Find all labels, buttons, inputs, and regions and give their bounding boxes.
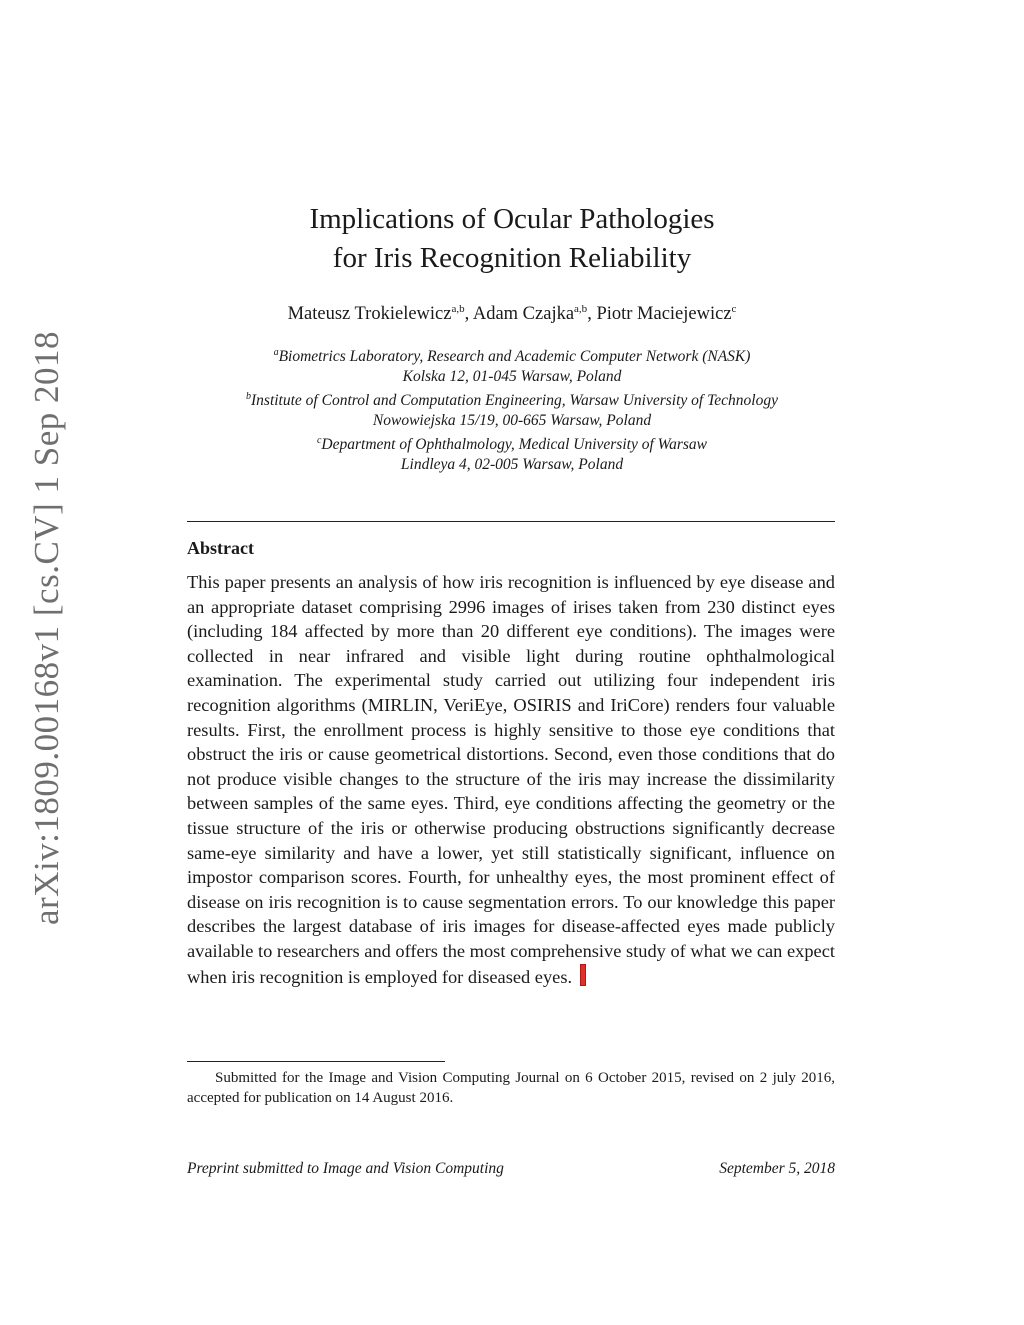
affiliation-c	[160, 431, 864, 455]
footnote-rule	[187, 1061, 445, 1062]
affiliation-a	[160, 343, 864, 367]
affiliation-name: Biometrics Laboratory, Research and Academic Computer Network (NASK)	[278, 348, 751, 365]
affiliation-mark: a	[273, 347, 279, 358]
affiliation-address: Kolska 12, 01-045 Warsaw, Poland	[402, 368, 622, 385]
affiliation-mark: b	[246, 391, 251, 402]
affiliation-name: Department of Ophthalmology, Medical University of Warsaw	[321, 436, 708, 453]
abstract-heading: Abstract	[187, 538, 254, 558]
footnote-text: Submitted for the Image and Vision Computing Journal on 6 October 2015, revised on 2 july 2016, accepted for publication on 14 August 2016.	[187, 1070, 835, 1106]
footer-date: September 5, 2018	[719, 1160, 835, 1177]
author-separator: ,	[587, 304, 597, 324]
author-name: Piotr Maciejewicz	[596, 304, 732, 324]
text-cursor	[580, 964, 586, 986]
title-line-2: for Iris Recognition Reliability	[332, 242, 692, 274]
author-separator: ,	[464, 304, 473, 324]
title-line-1: Implications of Ocular Pathologies	[309, 203, 715, 235]
affiliation-address: Nowowiejska 15/19, 00-665 Warsaw, Poland	[372, 412, 652, 429]
footnote	[187, 1068, 835, 1108]
author-affiliation-mark: a,b	[574, 303, 588, 315]
footer-preprint-note: Preprint submitted to Image and Vision Computing	[187, 1160, 504, 1177]
affiliation-name: Institute of Control and Computation Engineering, Warsaw University of Technology	[251, 392, 778, 409]
author-name: Adam Czajka	[472, 304, 575, 324]
abstract-body	[187, 570, 835, 989]
abstract-top-rule	[187, 521, 835, 522]
abstract-text: This paper presents an analysis of how iris recognition is influenced by eye disease and an appropriate dataset comprising 2996 images of irises taken from 230 distinct eyes (including 184 affected by more than 20 different eye conditions). The images were collected in near infrared and visible light during routine ophthalmological examination. The experimental study carried out utilizing four independent iris recognition algorithms (MIRLIN, VeriEye, OSIRIS and IriCore) renders four valuable results. First, the enrollment process is highly sensitive to those eye conditions that obstruct the iris or cause geometrical distortions. Second, even those conditions that do not produce visible changes to the structure of the iris may increase the dissimilarity between samples of the same eyes. Third, eye conditions affecting the geometry or the tissue structure of the iris or otherwise producing obstructions significantly decrease same-eye similarity and have a lower, yet still statistically significant, influence on impostor comparison scores. Fourth, for unhealthy eyes, the most prominent effect of disease on iris recognition is to cause segmentation errors. To our knowledge this paper describes the largest database of iris images for disease-affected eyes made publicly available to researchers and offers the most comprehensive study of what we can expect when iris recognition is employed for diseased eyes.	[187, 572, 835, 987]
arxiv-identifier: arXiv:1809.00168v1 [cs.CV] 1 Sep 2018	[27, 330, 66, 926]
affiliation-address: Lindleya 4, 02-005 Warsaw, Poland	[400, 456, 624, 473]
affiliation-b	[160, 387, 864, 411]
author-affiliation-mark: c	[731, 303, 737, 315]
affiliation-mark: c	[316, 435, 322, 446]
affiliations	[160, 343, 864, 475]
author-affiliation-mark: a,b	[451, 303, 465, 315]
author-name: Mateusz Trokielewicz	[287, 304, 452, 324]
paper-title	[0, 200, 1024, 278]
author-list	[0, 303, 1024, 325]
